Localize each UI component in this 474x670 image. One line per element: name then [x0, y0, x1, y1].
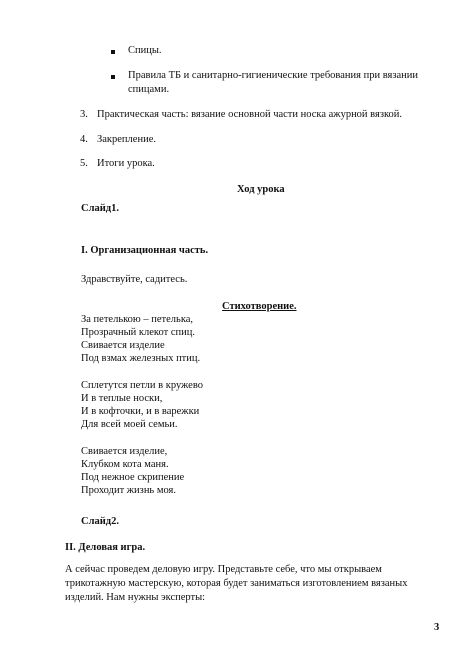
poem-line: Для всей моей семьи.: [81, 419, 178, 430]
poem-line: Клубком кота маня.: [81, 459, 169, 470]
poem-stanza: [81, 446, 184, 498]
poem-line: Под взмах железных птиц.: [81, 353, 201, 364]
paragraph-line: изделий. Нам нужны эксперты:: [65, 592, 206, 603]
poem-line: Сплетутся петли в кружево: [81, 380, 203, 391]
list-item: Итоги урока.: [97, 158, 155, 169]
bullet-marker: [111, 50, 115, 54]
paragraph-line: трикотажную мастерскую, которая будет заниматься изготовлением вязаных: [65, 578, 408, 589]
lesson-heading: Ход урока: [237, 184, 285, 195]
page-number: 3: [434, 622, 440, 633]
poem-line: Свивается изделие: [81, 340, 165, 351]
bullet-item: Правила ТБ и санитарно-гигиенические требования при вязании: [128, 70, 419, 81]
bullet-item-continuation: спицами.: [128, 84, 170, 95]
body-paragraph: [65, 564, 407, 606]
poem-line: Свивается изделие,: [81, 446, 168, 457]
poem-stanza: [81, 380, 203, 432]
list-item: Практическая часть: вязание основной части носка ажурной вязкой.: [97, 109, 403, 120]
section-heading: I. Организационная часть.: [81, 245, 209, 256]
list-number: 3.: [80, 109, 88, 120]
greeting-text: Здравствуйте, садитесь.: [81, 274, 188, 285]
paragraph-line: А сейчас проведем деловую игру. Представьте себе, что мы открываем: [65, 564, 382, 575]
poem-line: И в кофточки, и в варежки: [81, 406, 200, 417]
slide-label: Слайд2.: [81, 516, 119, 527]
bullet-item: Спицы.: [128, 45, 162, 56]
poem-line: Прозрачный клекот спиц.: [81, 327, 195, 338]
poem-title: Стихотворение.: [222, 301, 297, 312]
bullet-marker: [111, 75, 115, 79]
poem-line: И в теплые носки,: [81, 393, 163, 404]
list-item: Закрепление.: [97, 134, 156, 145]
poem-line: Под нежное скрипение: [81, 472, 185, 483]
section-heading: II. Деловая игра.: [65, 542, 146, 553]
poem-stanza: [81, 314, 200, 366]
slide-label: Слайд1.: [81, 203, 119, 214]
poem-line: Проходит жизнь моя.: [81, 485, 176, 496]
list-number: 4.: [80, 134, 88, 145]
poem-line: За петелькою – петелька,: [81, 314, 194, 325]
list-number: 5.: [80, 158, 88, 169]
